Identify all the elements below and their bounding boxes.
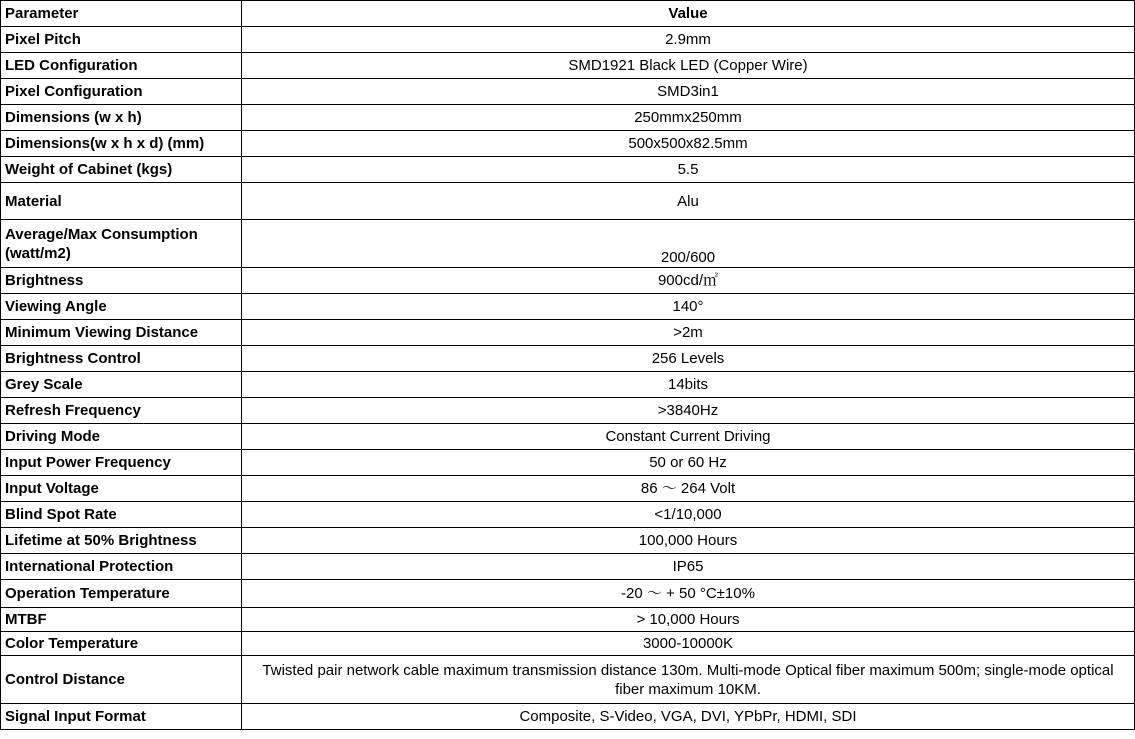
value-cell: 50 or 60 Hz bbox=[242, 450, 1135, 476]
value-cell: SMD1921 Black LED (Copper Wire) bbox=[242, 53, 1135, 79]
table-row bbox=[1, 268, 1135, 294]
table-row bbox=[1, 79, 1135, 105]
table-row bbox=[1, 27, 1135, 53]
parameter-cell: Input Power Frequency bbox=[1, 450, 242, 476]
parameter-cell: Operation Temperature bbox=[1, 580, 242, 608]
table-row bbox=[1, 131, 1135, 157]
value-cell: -20 ～ + 50 °C±10% bbox=[242, 580, 1135, 608]
table-row bbox=[1, 157, 1135, 183]
table-row bbox=[1, 704, 1135, 730]
parameter-cell: Control Distance bbox=[1, 656, 242, 704]
parameter-cell: LED Configuration bbox=[1, 53, 242, 79]
table-row bbox=[1, 220, 1135, 268]
table-row bbox=[1, 656, 1135, 704]
parameter-cell: Driving Mode bbox=[1, 424, 242, 450]
parameter-cell: Color Temperature bbox=[1, 632, 242, 656]
parameter-cell: Dimensions (w x h) bbox=[1, 105, 242, 131]
parameter-cell: Material bbox=[1, 183, 242, 220]
value-cell: 900cd/㎡ bbox=[242, 268, 1135, 294]
parameter-cell: MTBF bbox=[1, 608, 242, 632]
value-cell: 500x500x82.5mm bbox=[242, 131, 1135, 157]
value-cell: IP65 bbox=[242, 554, 1135, 580]
parameter-cell: Weight of Cabinet (kgs) bbox=[1, 157, 242, 183]
value-cell: <1/10,000 bbox=[242, 502, 1135, 528]
value-cell: 86 ～ 264 Volt bbox=[242, 476, 1135, 502]
value-cell: SMD3in1 bbox=[242, 79, 1135, 105]
table-row bbox=[1, 53, 1135, 79]
value-cell: Twisted pair network cable maximum transmission distance 130m. Multi-mode Optical fiber maximum 500m; single-mode optical fiber maximum 10KM. bbox=[242, 656, 1135, 704]
value-cell: 200/600 bbox=[242, 220, 1135, 268]
parameter-cell: Signal Input Format bbox=[1, 704, 242, 730]
parameter-cell: Average/Max Consumption (watt/m2) bbox=[1, 220, 242, 268]
value-cell: > 10,000 Hours bbox=[242, 608, 1135, 632]
table-row bbox=[1, 608, 1135, 632]
value-cell: Composite, S-Video, VGA, DVI, YPbPr, HDMI, SDI bbox=[242, 704, 1135, 730]
value-cell: 250mmx250mm bbox=[242, 105, 1135, 131]
parameter-cell: Viewing Angle bbox=[1, 294, 242, 320]
table-row bbox=[1, 372, 1135, 398]
value-cell: Constant Current Driving bbox=[242, 424, 1135, 450]
parameter-cell: Grey Scale bbox=[1, 372, 242, 398]
parameter-cell: Brightness bbox=[1, 268, 242, 294]
parameter-cell: Pixel Pitch bbox=[1, 27, 242, 53]
value-cell: 2.9mm bbox=[242, 27, 1135, 53]
parameter-cell: Brightness Control bbox=[1, 346, 242, 372]
table-row bbox=[1, 502, 1135, 528]
value-cell: 140° bbox=[242, 294, 1135, 320]
table-row bbox=[1, 320, 1135, 346]
parameter-cell: International Protection bbox=[1, 554, 242, 580]
value-cell: >2m bbox=[242, 320, 1135, 346]
parameter-cell: Dimensions(w x h x d) (mm) bbox=[1, 131, 242, 157]
value-cell: 256 Levels bbox=[242, 346, 1135, 372]
table-row bbox=[1, 476, 1135, 502]
value-cell: 3000-10000K bbox=[242, 632, 1135, 656]
parameter-cell: Pixel Configuration bbox=[1, 79, 242, 105]
value-cell: 100,000 Hours bbox=[242, 528, 1135, 554]
parameter-cell: Minimum Viewing Distance bbox=[1, 320, 242, 346]
value-cell: >3840Hz bbox=[242, 398, 1135, 424]
parameter-cell: Lifetime at 50% Brightness bbox=[1, 528, 242, 554]
table-row bbox=[1, 398, 1135, 424]
value-column-header: Value bbox=[242, 1, 1135, 27]
table-row bbox=[1, 183, 1135, 220]
table-row bbox=[1, 632, 1135, 656]
table-header-row bbox=[1, 1, 1135, 27]
parameter-cell: Input Voltage bbox=[1, 476, 242, 502]
value-cell: 14bits bbox=[242, 372, 1135, 398]
parameter-cell: Refresh Frequency bbox=[1, 398, 242, 424]
value-cell: Alu bbox=[242, 183, 1135, 220]
table-row bbox=[1, 528, 1135, 554]
table-row bbox=[1, 105, 1135, 131]
table-row bbox=[1, 346, 1135, 372]
table-row bbox=[1, 554, 1135, 580]
table-row bbox=[1, 294, 1135, 320]
table-row bbox=[1, 450, 1135, 476]
parameter-cell: Blind Spot Rate bbox=[1, 502, 242, 528]
value-cell: 5.5 bbox=[242, 157, 1135, 183]
table-row bbox=[1, 424, 1135, 450]
parameter-column-header: Parameter bbox=[1, 1, 242, 27]
table-row bbox=[1, 580, 1135, 608]
